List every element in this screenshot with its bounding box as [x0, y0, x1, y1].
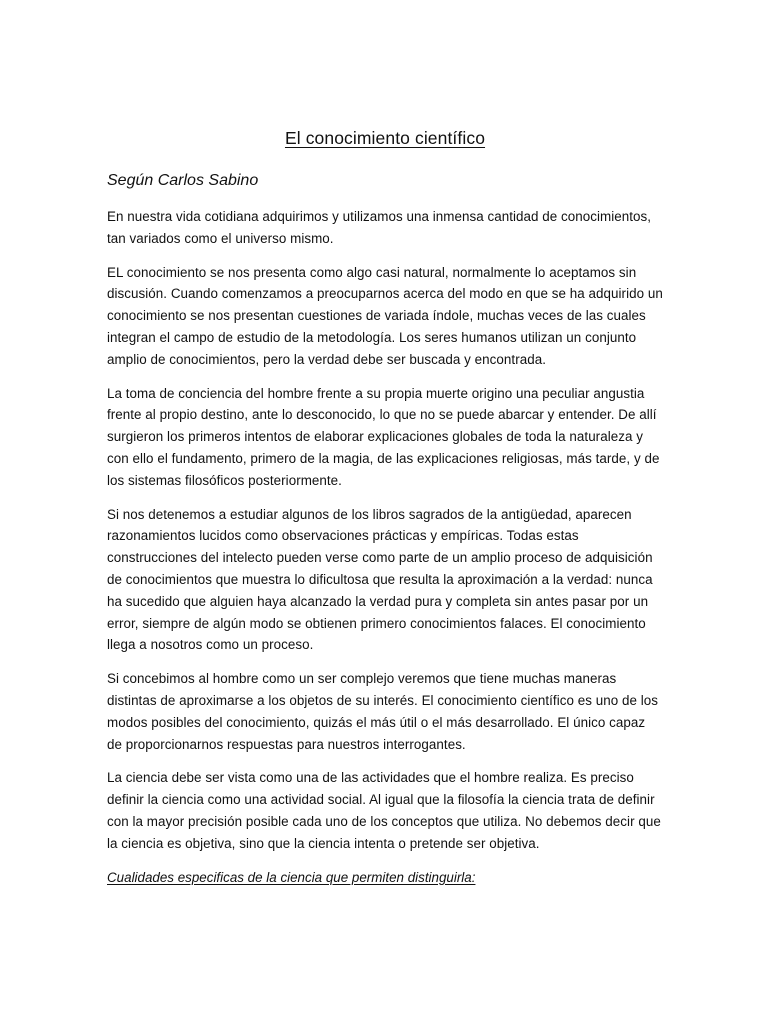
paragraph-6: La ciencia debe ser vista como una de las actividades que el hombre realiza. Es preciso definir la ciencia como una actividad social. Al igual que la filosofía la ciencia trata de definir con la mayor precisión posible cada uno de los conceptos que utiliza. No debemos decir que la ciencia es objetiva, sino que la ciencia intenta o pretende ser objetiva.: [107, 770, 661, 851]
section-heading: Cualidades especificas de la ciencia que permiten distinguirla:: [107, 869, 476, 885]
document-body: [107, 126, 663, 888]
document-title: El conocimiento científico: [284, 128, 486, 148]
paragraph-4: Si nos detenemos a estudiar algunos de los libros sagrados de la antigüedad, aparecen razonamientos lucidos como observaciones prácticas y empíricas. Todas estas construcciones del intelecto pueden verse como parte de un amplio proceso de adquisición de conocimientos que muestra lo dificultosa que resulta la aproximación a la verdad: nunca ha sucedido que alguien haya alcanzado la verdad pura y completa sin antes pasar por un error, siempre de algún modo se obtienen primero conocimientos falaces. El conocimiento llega a nosotros como un proceso.: [107, 506, 653, 653]
paragraph-3: La toma de conciencia del hombre frente a su propia muerte origino una peculiar angustia frente al propio destino, ante lo desconocido, lo que no se puede abarcar y entender. De allí surgieron los primeros intentos de elaborar explicaciones globales de toda la naturaleza y con ello el fundamento, primero de la magia, de las explicaciones religiosas, más tarde, y de los sistemas filosóficos posteriormente.: [107, 385, 660, 488]
paragraph-5: Si concebimos al hombre como un ser complejo veremos que tiene muchas maneras distintas de aproximarse a los objetos de su interés. El conocimiento científico es uno de los modos posibles del conocimiento, quizás el más útil o el más desarrollado. El único capaz de proporcionarnos respuestas para nuestros interrogantes.: [107, 671, 659, 752]
document-subtitle: Según Carlos Sabino: [107, 172, 259, 189]
paragraph-2: EL conocimiento se nos presenta como algo casi natural, normalmente lo aceptamos sin discusión. Cuando comenzamos a preocuparnos acerca del modo en que se ha adquirido un conocimiento se nos presentan cuestiones de variada índole, muchas veces de las cuales integran el campo de estudio de la metodología. Los seres humanos utilizan un conjunto amplio de conocimientos, pero la verdad debe ser buscada y encontrada.: [107, 264, 663, 367]
paragraph-1: En nuestra vida cotidiana adquirimos y utilizamos una inmensa cantidad de conocimientos, tan variados como el universo mismo.: [107, 209, 652, 246]
